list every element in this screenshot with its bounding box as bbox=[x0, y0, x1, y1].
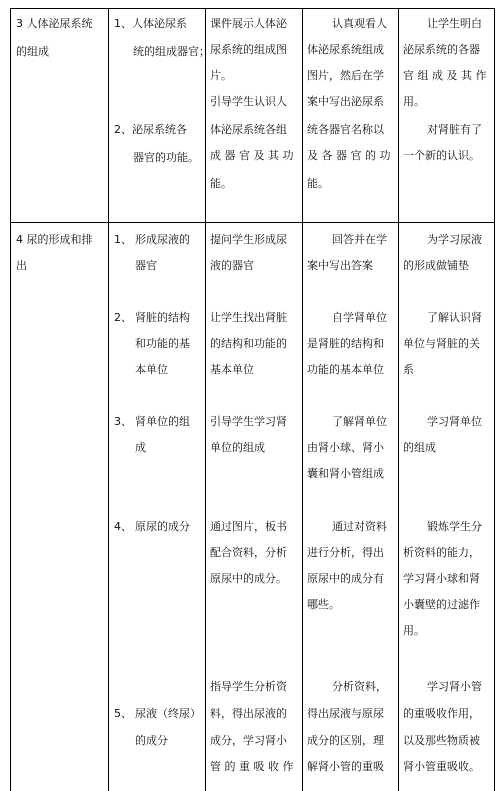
student-line: 由肾小球、肾小 bbox=[307, 441, 384, 454]
content-line: 形成尿液的 bbox=[135, 233, 190, 246]
table-border-left bbox=[10, 8, 11, 791]
student-line: 体泌尿系统组成 bbox=[307, 43, 384, 56]
teacher-line: 引导学生认识人 bbox=[210, 95, 287, 108]
purpose-line: 的组成 bbox=[403, 441, 436, 454]
student-line: 原尿中的成分有 bbox=[307, 572, 384, 585]
teacher-line: 成分，学习肾小 bbox=[210, 734, 287, 747]
student-line: 分析资料， bbox=[332, 680, 387, 693]
purpose-line: 用。 bbox=[403, 624, 425, 637]
content-line: 的成分 bbox=[135, 734, 168, 747]
purpose-line: 小囊壁的过滤作 bbox=[403, 598, 480, 611]
content-line: 统的组成器官； bbox=[133, 45, 210, 58]
purpose-line: 的重吸收作用， bbox=[403, 707, 480, 720]
teacher-line: 指导学生分析资 bbox=[210, 680, 287, 693]
purpose-line: 让学生明白 bbox=[427, 17, 482, 30]
teacher-line: 原尿中的成分。 bbox=[210, 572, 287, 585]
teacher-line: 管 的 重 吸 收 作 bbox=[210, 760, 294, 773]
purpose-line: 泌尿系统的各器 bbox=[403, 43, 480, 56]
student-line: 是肾脏的结构和 bbox=[307, 337, 384, 350]
student-line: 通过对资料 bbox=[332, 520, 387, 533]
purpose-line: 为学习尿液 bbox=[427, 233, 482, 246]
purpose-line: 学习肾小球和肾 bbox=[403, 572, 480, 585]
topic-line: 4 尿的形成和排 bbox=[16, 233, 93, 246]
table-col-divider bbox=[302, 8, 303, 791]
purpose-line: 析资料的能力， bbox=[403, 546, 480, 559]
teacher-line: 片。 bbox=[210, 69, 232, 82]
teacher-line: 的结构和功能的 bbox=[210, 337, 287, 350]
student-line: 得出尿液与原尿 bbox=[307, 707, 384, 720]
content-line: 肾脏的结构 bbox=[135, 311, 190, 324]
purpose-line: 系 bbox=[403, 363, 414, 376]
teacher-line: 液的器官 bbox=[210, 259, 254, 272]
student-line: 及 各 器 官 的 功 bbox=[307, 149, 391, 162]
purpose-line: 锻炼学生分 bbox=[427, 520, 482, 533]
topic-line: 3 人体泌尿系统 bbox=[16, 17, 93, 30]
teacher-line: 体泌尿系统各组 bbox=[210, 123, 287, 136]
student-line: 进行分析，得出 bbox=[307, 546, 384, 559]
content-line: 1、人体泌尿系 bbox=[114, 17, 187, 30]
content-line: 原尿的成分 bbox=[135, 520, 190, 533]
content-line: 肾单位的组 bbox=[135, 415, 190, 428]
student-line: 囊和肾小管组成 bbox=[307, 467, 384, 480]
purpose-line: 对肾脏有了 bbox=[427, 123, 482, 136]
table-border-top bbox=[10, 8, 495, 9]
teacher-line: 单位的组成 bbox=[210, 441, 265, 454]
teacher-line: 料，得出尿液的 bbox=[210, 707, 287, 720]
teacher-line: 配合资料，分析 bbox=[210, 546, 287, 559]
purpose-line: 的形成做铺垫 bbox=[403, 259, 469, 272]
student-line: 了解肾单位 bbox=[332, 415, 387, 428]
purpose-line: 官 组 成 及 其 作 bbox=[403, 69, 487, 82]
teacher-line: 基本单位 bbox=[210, 363, 254, 376]
teacher-line: 能。 bbox=[210, 177, 232, 190]
teacher-line: 引导学生学习肾 bbox=[210, 415, 287, 428]
purpose-line: 单位与肾脏的关 bbox=[403, 337, 480, 350]
teacher-line: 让学生找出肾脏 bbox=[210, 311, 287, 324]
student-line: 回答并在学 bbox=[332, 233, 387, 246]
teacher-line: 成 器 官 及 其 功 bbox=[210, 149, 294, 162]
teacher-line: 课件展示人体泌 bbox=[210, 17, 287, 30]
student-line: 案中写出泌尿系 bbox=[307, 95, 384, 108]
table-border-right bbox=[494, 8, 495, 791]
purpose-line: 一个新的认识。 bbox=[403, 149, 480, 162]
item-number: 5、 bbox=[114, 707, 132, 720]
item-number: 4、 bbox=[114, 520, 132, 533]
content-line: 器官 bbox=[135, 259, 157, 272]
table-row-divider bbox=[10, 222, 495, 223]
topic-line: 的组成 bbox=[16, 45, 49, 58]
student-line: 认真观看人 bbox=[332, 17, 387, 30]
purpose-line: 用。 bbox=[403, 95, 425, 108]
purpose-line: 学习肾单位 bbox=[427, 415, 482, 428]
purpose-line: 学习肾小管 bbox=[427, 680, 482, 693]
teacher-line: 提问学生形成尿 bbox=[210, 233, 287, 246]
content-line: 尿液（终尿） bbox=[135, 707, 201, 720]
student-line: 能。 bbox=[307, 177, 329, 190]
student-line: 案中写出答案 bbox=[307, 259, 373, 272]
teacher-line: 尿系统的组成图 bbox=[210, 43, 287, 56]
item-number: 1、 bbox=[114, 233, 132, 246]
teacher-line: 通过图片，板书 bbox=[210, 520, 287, 533]
table-col-divider bbox=[205, 8, 206, 791]
table-col-divider bbox=[398, 8, 399, 791]
student-line: 统各器官名称以 bbox=[307, 123, 384, 136]
student-line: 功能的基本单位 bbox=[307, 363, 384, 376]
purpose-line: 了解认识肾 bbox=[427, 311, 482, 324]
content-line: 成 bbox=[135, 441, 146, 454]
student-line: 图片，然后在学 bbox=[307, 69, 384, 82]
topic-line: 出 bbox=[16, 259, 27, 272]
student-line: 解肾小管的重吸 bbox=[307, 760, 384, 773]
content-line: 器官的功能。 bbox=[133, 151, 199, 164]
student-line: 成分的区别，理 bbox=[307, 734, 384, 747]
table-col-divider bbox=[108, 8, 109, 791]
purpose-line: 以及那些物质被 bbox=[403, 734, 480, 747]
item-number: 2、 bbox=[114, 311, 132, 324]
content-line: 和功能的基 bbox=[135, 337, 190, 350]
item-number: 3、 bbox=[114, 415, 132, 428]
purpose-line: 肾小管重吸收。 bbox=[403, 760, 480, 773]
content-line: 2、泌尿系统各 bbox=[114, 123, 187, 136]
student-line: 哪些。 bbox=[307, 598, 340, 611]
student-line: 自学肾单位 bbox=[332, 311, 387, 324]
content-line: 本单位 bbox=[135, 363, 168, 376]
